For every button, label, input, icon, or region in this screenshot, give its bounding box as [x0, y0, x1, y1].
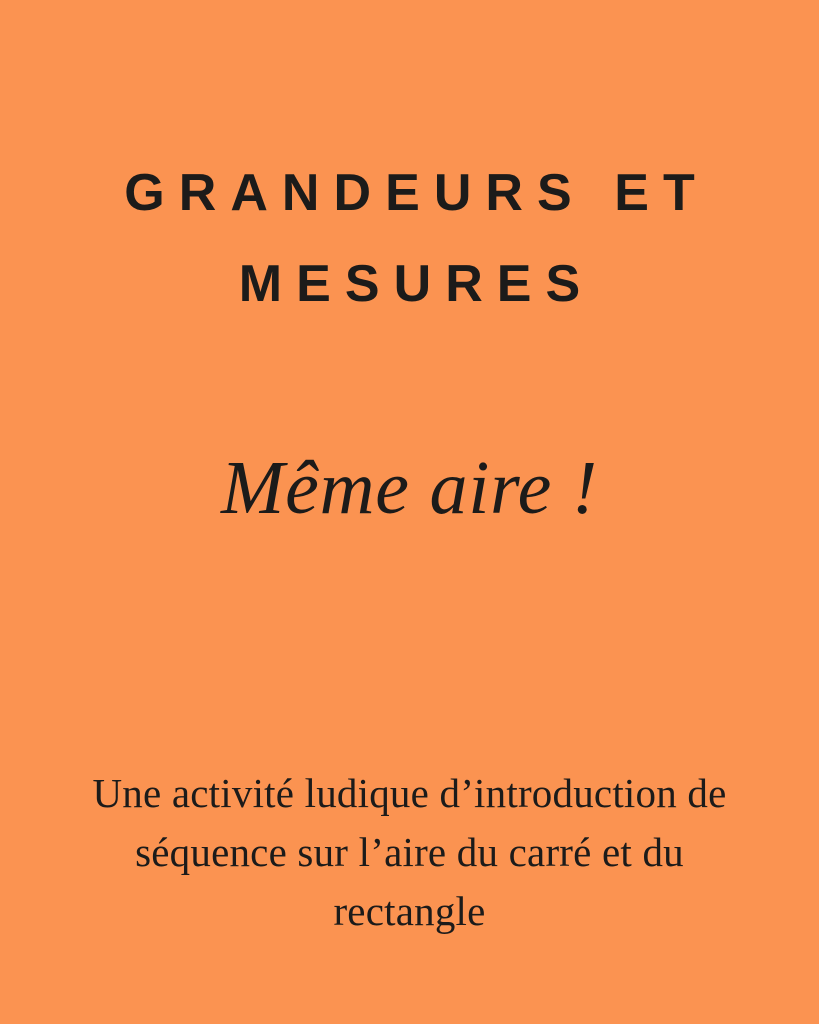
subtitle — [0, 443, 819, 534]
title-line-2: MESURES — [238, 255, 595, 313]
title-line-1: GRANDEURS ET — [124, 164, 709, 222]
description-line-2: séquence sur l’aire du carré et du — [135, 829, 684, 875]
description-line-3: rectangle — [333, 888, 486, 934]
description-line-1: Une activité ludique d’introduction de — [92, 770, 727, 816]
subtitle-text: Même aire ! — [221, 446, 598, 530]
description-paragraph — [0, 764, 819, 941]
page-title — [0, 148, 819, 330]
